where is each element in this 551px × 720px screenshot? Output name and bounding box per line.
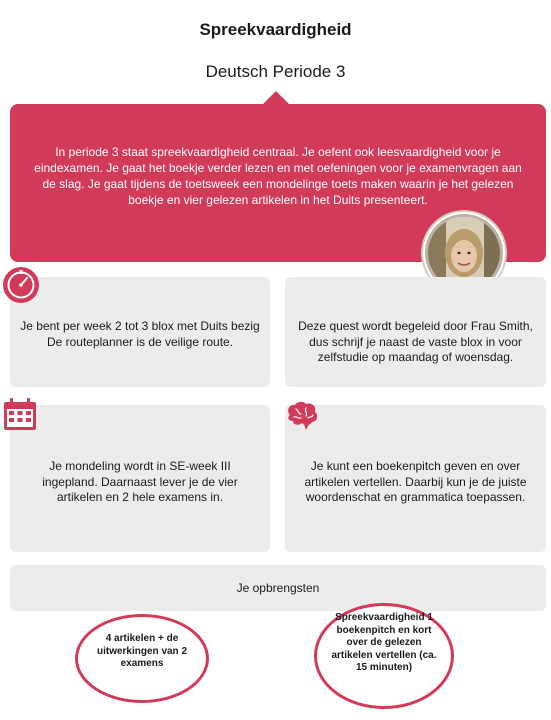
teacher-card <box>285 277 546 387</box>
routeplanner-text: De routeplanner is de veilige route. <box>46 335 234 349</box>
page-title: Spreekvaardigheid <box>199 20 352 39</box>
output-oval-artikelen <box>75 614 209 703</box>
planning-text: Je mondeling wordt in SE-week III ingepland. Daarnaast lever je de vier artikelen en 2 hele examens in. <box>42 459 238 504</box>
skills-text: Je kunt een boekenpitch geven en over artikelen vertellen. Daarbij kun je de juiste woordenschat en grammatica toepassen. <box>304 459 527 504</box>
output-oval-spreekvaardigheid-text: Spreekvaardigheid 1 boekenpitch en kort over de gelezen artikelen vertellen (ca. 15 minuten) <box>331 612 437 673</box>
weekly-time-card <box>10 277 270 387</box>
brain-icon <box>284 401 320 431</box>
weekly-time-text: Je bent per week 2 tot 3 blox met Duits bezig <box>20 319 260 333</box>
calendar-icon <box>2 396 38 432</box>
page-subtitle: Deutsch Periode 3 <box>205 62 346 81</box>
clock-icon <box>2 266 40 304</box>
output-oval-artikelen-text: 4 artikelen + de uitwerkingen van 2 examens <box>96 633 188 669</box>
intro-notch <box>262 91 290 105</box>
planning-card <box>10 405 270 552</box>
output-label: Je opbrengsten <box>236 581 320 595</box>
intro-text: In periode 3 staat spreekvaardigheid centraal. Je oefent ook leesvaardigheid voor je eindexamen. Je gaat het boekje verder lezen en met oefeningen voor je examenvragen aan de slag. Je gaat tijdens de toetsweek een mondelinge toets maken waarin je het gelezen boekje en vier gelezen artikelen in het Duits presenteert. <box>34 145 522 207</box>
skills-card <box>285 405 546 552</box>
output-bar <box>10 565 546 611</box>
teacher-text: Deze quest wordt begeleid door Frau Smith, dus schrijf je naast de vaste blox in voor zelfstudie op maandag of woensdag. <box>298 319 533 364</box>
output-oval-spreekvaardigheid <box>314 603 454 709</box>
